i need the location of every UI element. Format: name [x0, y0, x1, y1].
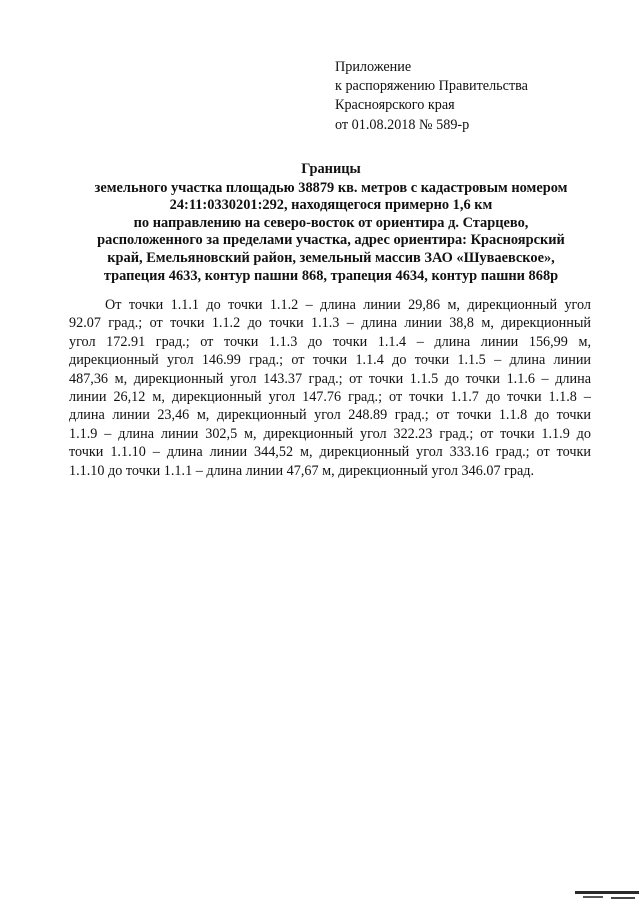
body-line: дирекционный угол 146.99 град.; от точки 1.1.4 до точки 1.1.5 – длина линии — [69, 352, 591, 369]
title-line: край, Емельяновский район, земельный массив ЗАО «Шуваевское», — [107, 249, 555, 266]
appendix-line-1: Приложение — [335, 59, 412, 75]
appendix-header — [335, 58, 528, 135]
scan-mark-graphic — [575, 889, 639, 903]
document-title — [60, 161, 602, 285]
body-line: 487,36 м, дирекционный угол 143.37 град.; от точки 1.1.5 до точки 1.1.6 – длина — [69, 370, 591, 387]
body-line: длина линии 23,46 м, дирекционный угол 248.89 град.; от точки 1.1.8 до точки — [69, 407, 591, 424]
body-line: угол 172.91 град.; от точки 1.1.3 до точки 1.1.4 – длина линии 156,99 м, — [69, 333, 591, 350]
body-line: 1.1.10 до точки 1.1.1 – длина линии 47,67 м, дирекционный угол 346.07 град. — [69, 462, 535, 479]
title-line: 24:11:0330201:292, находящегося примерно 1,6 км — [169, 197, 493, 214]
title-line: по направлению на северо-восток от ориентира д. Старцево, — [133, 214, 529, 231]
boundary-description — [69, 296, 591, 480]
appendix-line-4: от 01.08.2018 № 589-р — [335, 116, 470, 133]
title-line: трапеция 4633, контур пашни 868, трапеция 4634, контур пашни 868р — [103, 267, 559, 284]
body-line: 1.1.9 – длина линии 302,5 м, дирекционный угол 322.23 град.; от точки 1.1.9 до — [69, 425, 591, 442]
appendix-line-3: Красноярского края — [335, 97, 455, 114]
body-line: От точки 1.1.1 до точки 1.1.2 – длина линии 29,86 м, дирекционный угол — [105, 297, 591, 313]
appendix-line-2: к распоряжению Правительства — [335, 78, 528, 95]
title-line: расположенного за пределами участка, адрес ориентира: Красноярский — [97, 232, 565, 249]
body-line: 92.07 град.; от точки 1.1.2 до точки 1.1.3 – длина линии 38,8 м, дирекционный — [69, 315, 591, 332]
body-line: точки 1.1.10 – длина линии 344,52 м, дирекционный угол 333.16 град.; от точки — [69, 444, 591, 461]
title-heading: Границы — [301, 161, 361, 177]
title-line: земельного участка площадью 38879 кв. метров с кадастровым номером — [94, 179, 568, 196]
body-line: линии 26,12 м, дирекционный угол 147.76 град.; от точки 1.1.7 до точки 1.1.8 – — [69, 389, 591, 406]
